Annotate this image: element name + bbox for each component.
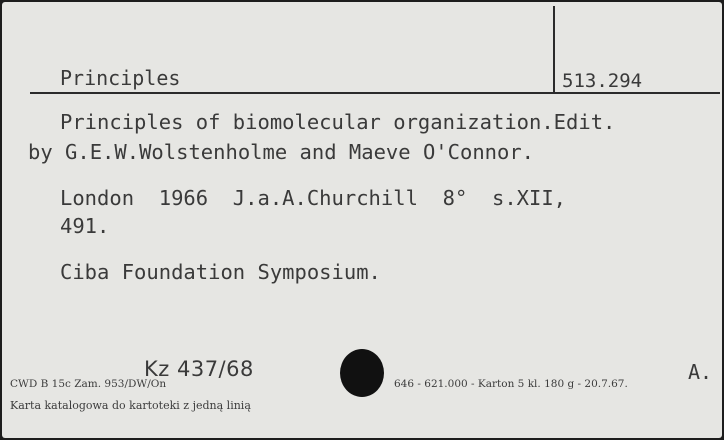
header-rule xyxy=(30,92,720,94)
series-note: Ciba Foundation Symposium. xyxy=(60,260,381,284)
form-caption: Karta katalogowa do kartoteki z jedną linią xyxy=(10,399,251,412)
call-number-divider xyxy=(553,6,555,92)
letter-mark: A. xyxy=(688,360,713,384)
catalog-card xyxy=(2,2,722,438)
call-number: 513.294 xyxy=(562,70,643,92)
card-heading: Principles xyxy=(60,66,181,90)
printer-line-right: 646 - 621.000 - Karton 5 kl. 180 g - 20.7.67. xyxy=(394,378,628,390)
imprint-line-1: London 1966 J.a.A.Churchill 8° s.XII, xyxy=(60,186,567,210)
printer-line: CWD B 15c Zam. 953/DW/On xyxy=(10,378,167,390)
title-line-1: Principles of biomolecular organization.Edit. xyxy=(60,110,616,134)
imprint-line-2: 491. xyxy=(60,214,110,238)
punch-hole xyxy=(340,349,384,397)
accession-number: Kz 437/68 xyxy=(144,357,254,381)
title-line-2: by G.E.W.Wolstenholme and Maeve O'Connor. xyxy=(28,140,535,164)
